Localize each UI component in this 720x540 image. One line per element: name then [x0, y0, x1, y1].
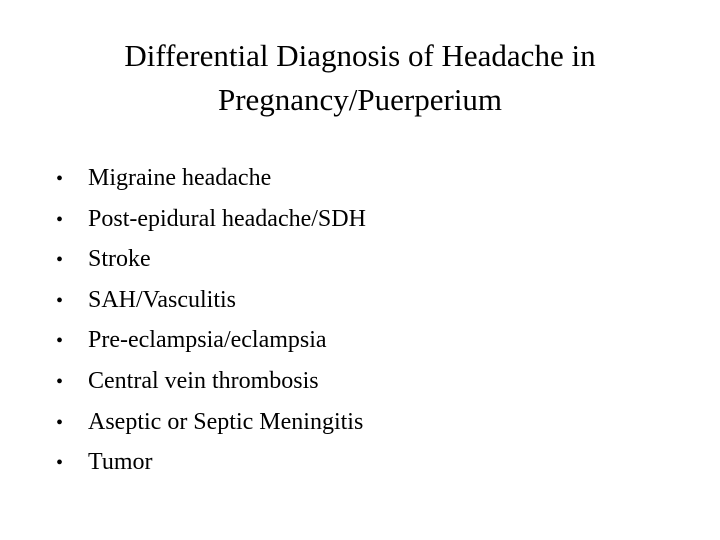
bullet-item [56, 402, 366, 443]
bullet-text: Stroke [88, 246, 151, 273]
slide-title-line-2: Pregnancy/Puerperium [217, 82, 503, 117]
bullet-icon: • [56, 208, 64, 231]
bullet-icon: • [56, 168, 64, 190]
bullet-item [56, 199, 366, 240]
slide-title [40, 34, 680, 122]
bullet-text: Post-epidural headache/SDH [88, 205, 366, 232]
bullet-item [56, 320, 366, 361]
bullet-text: Migraine headache [88, 165, 272, 191]
bullet-item [56, 239, 366, 280]
bullet-text: Tumor [88, 449, 153, 476]
bullet-item [56, 158, 366, 199]
bullet-text: Central vein thrombosis [88, 367, 319, 394]
bullet-icon: • [56, 249, 64, 272]
bullet-icon: • [56, 330, 64, 353]
bullet-icon: • [56, 289, 64, 312]
bullet-item [56, 361, 366, 402]
bullet-item [56, 280, 366, 321]
bullet-item [56, 442, 366, 483]
bullet-text: Pre-eclampsia/eclampsia [88, 327, 327, 354]
bullet-text: SAH/Vasculitis [88, 286, 237, 313]
bullet-icon: • [56, 411, 64, 434]
bullet-icon: • [56, 452, 64, 475]
bullet-list [56, 158, 366, 483]
bullet-icon: • [56, 370, 64, 393]
bullet-text: Aseptic or Septic Meningitis [88, 408, 364, 435]
slide-title-line-1: Differential Diagnosis of Headache in [124, 38, 596, 73]
